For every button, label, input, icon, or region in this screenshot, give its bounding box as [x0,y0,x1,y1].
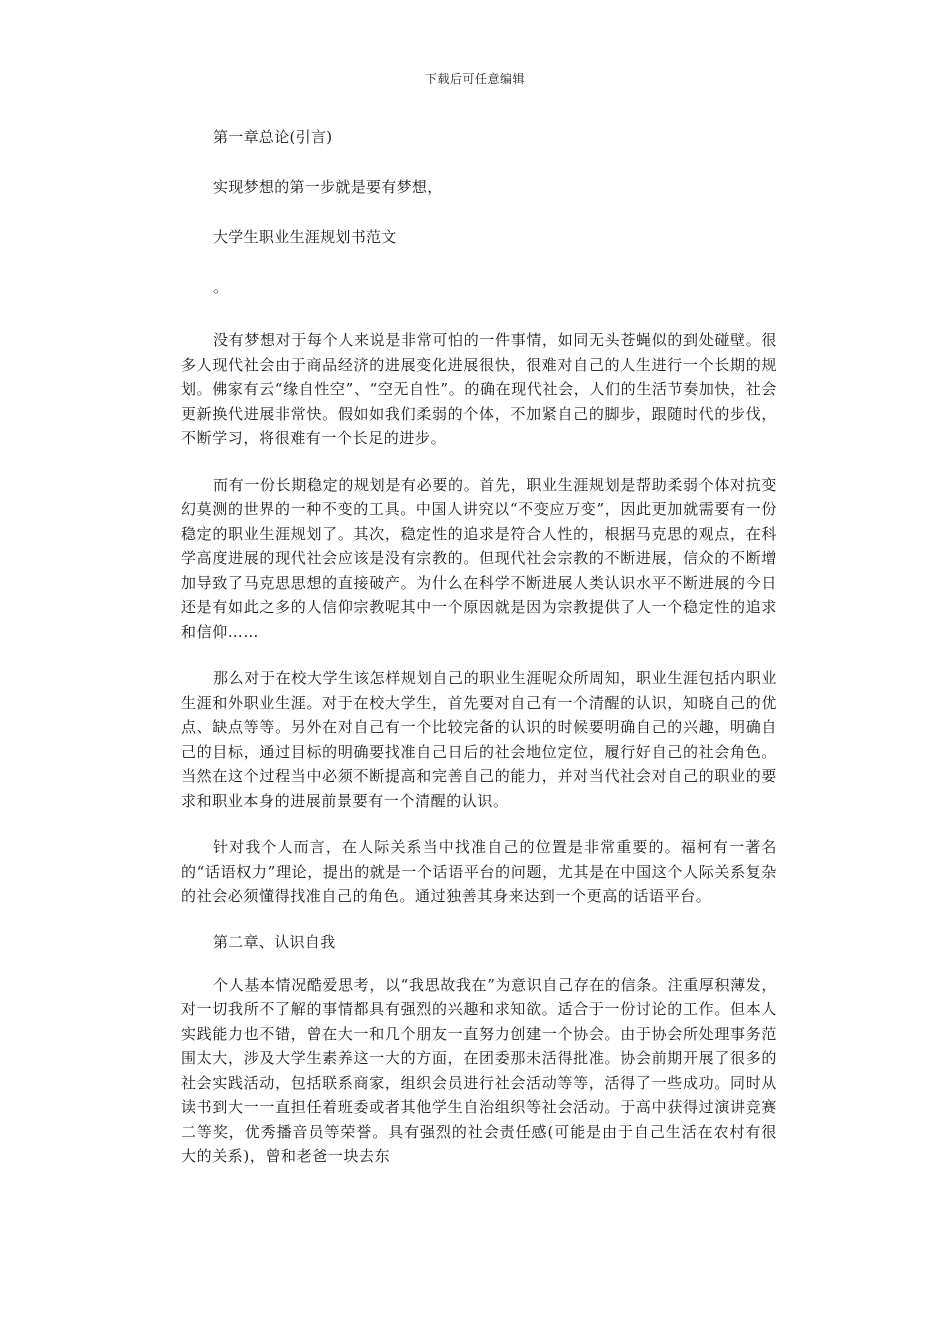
intro-line-3: 。 [213,278,229,296]
document-body [181,126,777,1191]
intro-line-1: 实现梦想的第一步就是要有梦想， [213,178,443,196]
paragraph: 没有梦想对于每个人来说是非常可怕的一件事情，如同无头苍蝇似的到处碰壁。很多人现代社会由于商品经济的进展变化进展很快，很难对自己的人生进行一个长期的规划。佛家有云“缘自性空”、“空无自性”。的确在现代社会，人们的生活节奏加快，社会更新换代进展非常快。假如如我们柔弱的个体，不加紧自己的脚步，跟随时代的步伐，不断学习，将很难有一个长足的进步。 [181,331,777,447]
chapter2-title: 第二章、认识自我 [213,932,336,951]
page-header: 下载后可任意编辑 [424,72,525,86]
paragraph: 而有一份长期稳定的规划是有必要的。首先，职业生涯规划是帮助柔弱个体对抗变幻莫测的世界的一种不变的工具。中国人讲究以“不变应万变”，因此更加就需要有一份稳定的职业生涯规划了。其次，稳定性的追求是符合人性的，根据马克思的观点，在科学高度进展的现代社会应该是没有宗教的。但现代社会宗教的不断进展，信众的不断增加导致了马克思思想的直接破产。为什么在科学不断进展人类认识水平不断进展的今日还是有如此之多的人信仰宗教呢其中一个原因就是因为宗教提供了人一个稳定性的追求和信仰…… [181,475,777,641]
paragraph: 那么对于在校大学生该怎样规划自己的职业生涯呢众所周知，职业生涯包括内职业生涯和外职业生涯。对于在校大学生，首先要对自己有一个清醒的认识，知晓自己的优点、缺点等等。另外在对自己有一个比较完备的认识的时候要明确自己的兴趣，明确自己的目标，通过目标的明确要找准自己日后的社会地位定位，履行好自己的社会角色。当然在这个过程当中必须不断提高和完善自己的能力，并对当代社会对自己的职业的要求和职业本身的进展前景要有一个清醒的认识。 [181,669,777,810]
chapter1-title: 第一章总论(引言) [213,128,333,146]
paragraph: 个人基本情况酷爱思考，以“我思故我在”为意识自己存在的信条。注重厚积薄发，对一切我所不了解的事情都具有强烈的兴趣和求知欲。适合于一份讨论的工作。但本人实践能力也不错，曾在大一和几个朋友一直努力创建一个协会。由于协会所处理事务范围太大，涉及大学生素养这一大的方面，在团委那未活得批准。协会前期开展了很多的社会实践活动，包括联系商家，组织会员进行社会活动等等，活得了一些成功。同时从读书到大一一直担任着班委或者其他学生自治组织等社会活动。于高中获得过演讲竞赛二等奖，优秀播音员等荣誉。具有强烈的社会责任感(可能是由于自己生活在农村有很大的关系)，曾和老爸一块去东 [181,975,777,1165]
paragraph: 针对我个人而言，在人际关系当中找准自己的位置是非常重要的。福柯有一著名的“话语权力”理论，提出的就是一个话语平台的问题，尤其是在中国这个人际关系复杂的社会必须懂得找准自己的角色。通过独善其身来达到一个更高的话语平台。 [181,838,777,905]
intro-line-2: 大学生职业生涯规划书范文 [213,228,397,246]
